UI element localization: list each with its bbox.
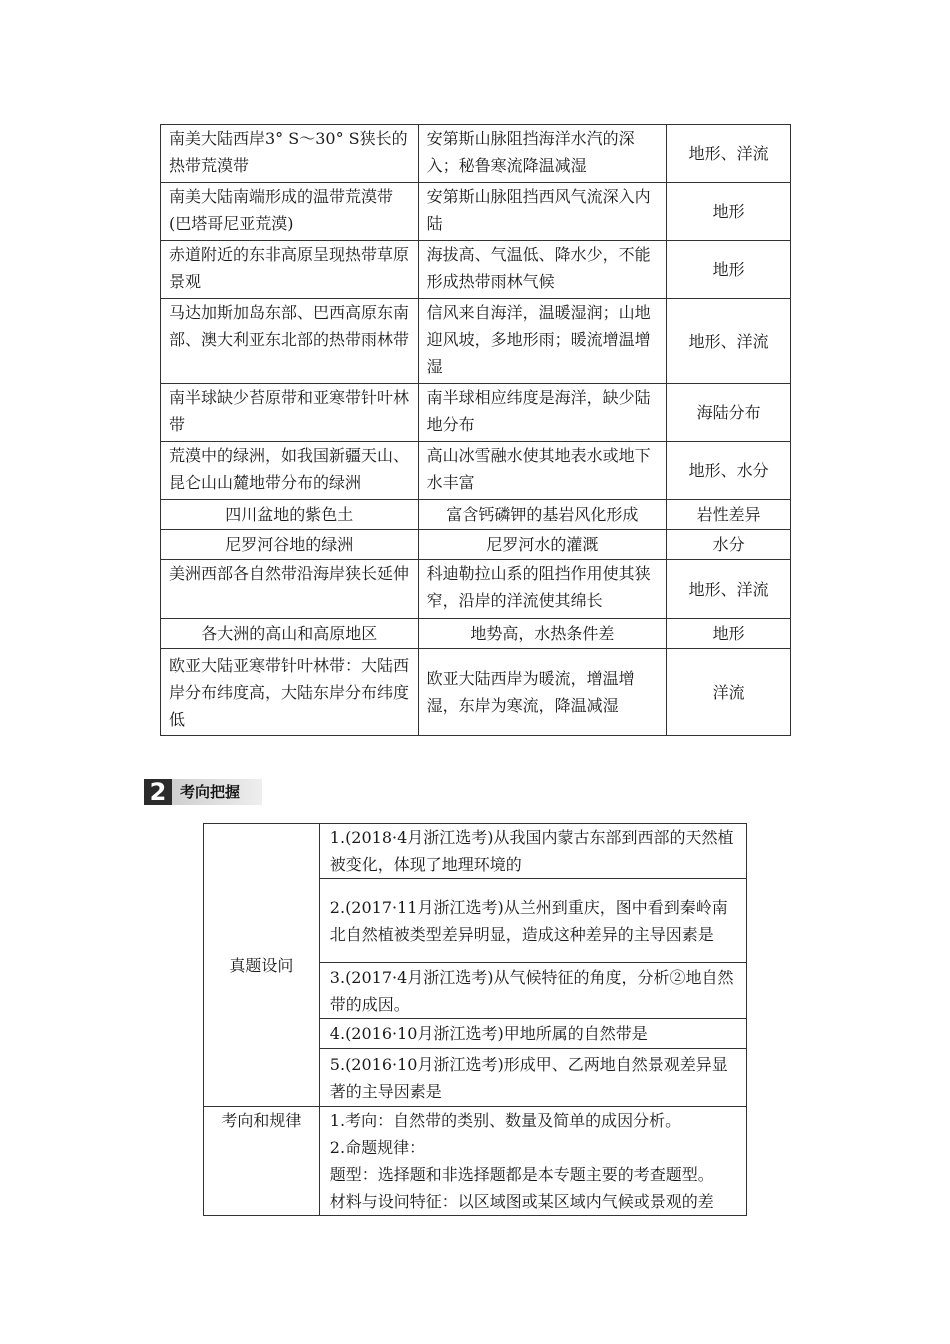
table-row [161, 560, 791, 619]
natural-zone-factor-table [160, 124, 791, 736]
rules-line: 题型：选择题和非选择题都是本专题主要的考查题型。 [329, 1165, 714, 1184]
phenomenon-cell: 马达加斯加岛东部、巴西高原东南部、澳大利亚东北部的热带雨林带 [161, 299, 419, 384]
reason-cell: 高山冰雪融水使其地表水或地下水丰富 [418, 442, 667, 500]
question-cell: 1.(2018·4月浙江选考)从我国内蒙古东部到西部的天然植被变化，体现了地理环境的 [319, 824, 746, 879]
rules-line: 1.考向：自然带的类别、数量及简单的成因分析。 [329, 1111, 682, 1130]
reason-cell: 富含钙磷钾的基岩风化形成 [418, 500, 667, 530]
table-row [161, 183, 791, 241]
rules-cell [319, 1107, 746, 1216]
rules-line: 材料与设问特征：以区域图或某区域内气候或景观的差 [329, 1192, 714, 1211]
rules-line: 2.命题规律： [329, 1138, 426, 1157]
reason-cell: 科迪勒拉山系的阻挡作用使其狭窄，沿岸的洋流使其绵长 [418, 560, 667, 619]
rules-label: 考向和规律 [204, 1107, 320, 1216]
reason-cell: 南半球相应纬度是海洋，缺少陆地分布 [418, 384, 667, 442]
table-row [161, 125, 791, 183]
table-row [161, 299, 791, 384]
table-row [161, 241, 791, 299]
phenomenon-cell: 美洲西部各自然带沿海岸狭长延伸 [161, 560, 419, 619]
phenomenon-cell: 南美大陆南端形成的温带荒漠带(巴塔哥尼亚荒漠) [161, 183, 419, 241]
question-cell: 4.(2016·10月浙江选考)甲地所属的自然带是 [319, 1019, 746, 1049]
factor-cell: 地形 [667, 619, 791, 649]
section-title: 考向把握 [172, 779, 262, 805]
factor-cell: 水分 [667, 530, 791, 560]
phenomenon-cell: 各大洲的高山和高原地区 [161, 619, 419, 649]
phenomenon-cell: 南美大陆西岸3° S～30° S狭长的热带荒漠带 [161, 125, 419, 183]
phenomenon-cell: 南半球缺少苔原带和亚寒带针叶林带 [161, 384, 419, 442]
factor-cell: 地形 [667, 183, 791, 241]
exam-direction-table [203, 823, 747, 1216]
question-cell: 5.(2016·10月浙江选考)形成甲、乙两地自然景观差异显著的主导因素是 [319, 1049, 746, 1107]
table-row [204, 1107, 747, 1216]
question-cell: 3.(2017·4月浙江选考)从气候特征的角度，分析②地自然带的成因。 [319, 963, 746, 1019]
phenomenon-cell: 四川盆地的紫色土 [161, 500, 419, 530]
reason-cell: 安第斯山脉阻挡西风气流深入内陆 [418, 183, 667, 241]
factor-cell: 地形 [667, 241, 791, 299]
table-row [161, 530, 791, 560]
phenomenon-cell: 欧亚大陆亚寒带针叶林带：大陆西岸分布纬度高，大陆东岸分布纬度低 [161, 649, 419, 736]
reason-cell: 安第斯山脉阻挡海洋水汽的深入；秘鲁寒流降温减湿 [418, 125, 667, 183]
phenomenon-cell: 尼罗河谷地的绿洲 [161, 530, 419, 560]
factor-cell: 海陆分布 [667, 384, 791, 442]
table-row [161, 619, 791, 649]
reason-cell: 欧亚大陆西岸为暖流，增温增湿，东岸为寒流，降温减湿 [418, 649, 667, 736]
reason-cell: 尼罗河水的灌溉 [418, 530, 667, 560]
factor-cell: 地形、洋流 [667, 299, 791, 384]
table-row [161, 500, 791, 530]
factor-cell: 地形、洋流 [667, 125, 791, 183]
section-heading [144, 779, 262, 805]
factor-cell: 洋流 [667, 649, 791, 736]
table-row [204, 824, 747, 879]
table-row [161, 384, 791, 442]
table-row [161, 649, 791, 736]
phenomenon-cell: 赤道附近的东非高原呈现热带草原景观 [161, 241, 419, 299]
reason-cell: 信风来自海洋，温暖湿润；山地迎风坡，多地形雨；暖流增温增湿 [418, 299, 667, 384]
reason-cell: 海拔高、气温低、降水少，不能形成热带雨林气候 [418, 241, 667, 299]
question-cell: 2.(2017·11月浙江选考)从兰州到重庆，图中看到秦岭南北自然植被类型差异明显，造成这种差异的主导因素是 [319, 879, 746, 963]
phenomenon-cell: 荒漠中的绿洲，如我国新疆天山、昆仑山山麓地带分布的绿洲 [161, 442, 419, 500]
questions-label: 真题设问 [204, 824, 320, 1107]
factor-cell: 地形、洋流 [667, 560, 791, 619]
table-row [161, 442, 791, 500]
reason-cell: 地势高，水热条件差 [418, 619, 667, 649]
section-number-badge: 2 [144, 779, 172, 805]
factor-cell: 岩性差异 [667, 500, 791, 530]
factor-cell: 地形、水分 [667, 442, 791, 500]
